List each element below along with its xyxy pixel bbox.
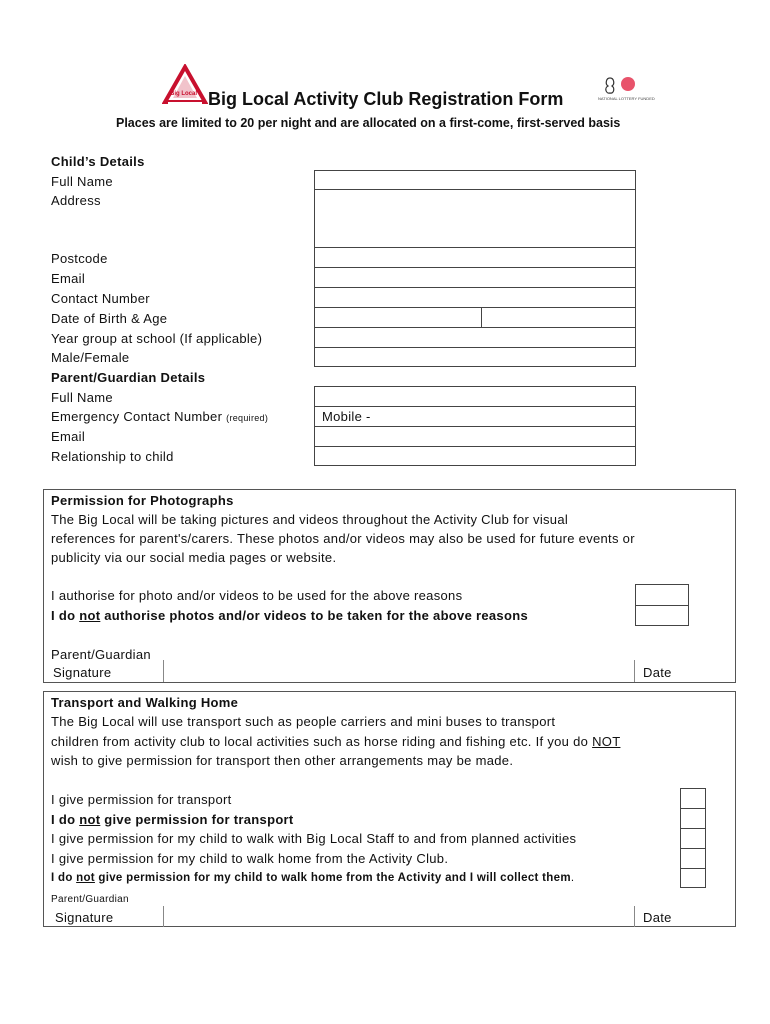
- child-contact-label: Contact Number: [51, 291, 150, 306]
- parent-relationship-label: Relationship to child: [51, 449, 174, 464]
- child-email-label: Email: [51, 271, 86, 286]
- transport-text-line2: [51, 734, 620, 749]
- parent-emergency-label: [51, 409, 268, 424]
- transport-opt5-not: not: [76, 872, 95, 884]
- child-gender-label: Male/Female: [51, 350, 130, 365]
- photo-signature-label: Signature: [53, 665, 112, 680]
- mobile-prefix: Mobile -: [322, 409, 371, 424]
- parent-full-name-label: Full Name: [51, 390, 113, 405]
- lottery-logo-text: NATIONAL LOTTERY FUNDED: [598, 96, 655, 101]
- photo-parent-guardian-label: Parent/Guardian: [51, 647, 151, 662]
- transport-opt5-checkbox[interactable]: [680, 868, 706, 888]
- photo-authorise-label: I authorise for photo and/or videos to be used for the above reasons: [51, 588, 463, 603]
- transport-opt2-b: give permission for transport: [100, 812, 294, 827]
- photo-text-line3: publicity via our social media pages or website.: [51, 550, 337, 565]
- child-postcode-field[interactable]: [314, 247, 636, 268]
- child-gender-field[interactable]: [314, 347, 636, 367]
- parent-relationship-field[interactable]: [314, 446, 636, 466]
- child-dob-label: Date of Birth & Age: [51, 311, 168, 326]
- child-details-heading: Child’s Details: [51, 154, 145, 169]
- transport-opt1-checkbox[interactable]: [680, 788, 706, 809]
- transport-opt2-checkbox[interactable]: [680, 808, 706, 829]
- transport-line2-a: children from activity club to local activities such as horse riding and fishing etc. If you do: [51, 734, 593, 749]
- transport-date-label: Date: [643, 910, 672, 925]
- transport-opt5-label: [51, 872, 574, 884]
- transport-signature-label: Signature: [55, 910, 114, 925]
- photo-signature-field[interactable]: [163, 660, 635, 682]
- transport-parent-guardian-label: Parent/Guardian: [51, 894, 129, 905]
- photo-not-authorise-checkbox[interactable]: [635, 605, 689, 626]
- parent-details-heading: Parent/Guardian Details: [51, 370, 206, 385]
- parent-email-label: Email: [51, 429, 86, 444]
- child-age-field[interactable]: [481, 307, 636, 328]
- transport-opt2-label: [51, 812, 294, 827]
- parent-email-field[interactable]: [314, 426, 636, 447]
- photo-heading: Permission for Photographs: [51, 493, 234, 508]
- parent-full-name-field[interactable]: [314, 386, 636, 407]
- child-address-label: Address: [51, 193, 101, 208]
- transport-opt1-label: I give permission for transport: [51, 792, 232, 807]
- transport-opt5-a: I do: [51, 872, 77, 884]
- child-address-field[interactable]: [314, 189, 636, 248]
- transport-opt5-dot: .: [570, 872, 575, 884]
- photo-not-authorise-label: [51, 608, 528, 623]
- child-dob-field[interactable]: [314, 307, 482, 328]
- transport-opt4-label: I give permission for my child to walk home from the Activity Club.: [51, 851, 449, 866]
- child-postcode-label: Postcode: [51, 251, 108, 266]
- child-full-name-field[interactable]: [314, 170, 636, 190]
- photo-not-b: authorise photos and/or videos to be taken for the above reasons: [100, 608, 528, 623]
- photo-not-a: I do: [51, 608, 80, 623]
- parent-required-note: (required): [226, 413, 269, 423]
- parent-emergency-text: Emergency Contact Number: [51, 409, 223, 424]
- transport-opt2-not: not: [79, 812, 101, 827]
- page-title: Big Local Activity Club Registration Form: [208, 89, 564, 109]
- transport-opt5-b: give permission for my child to walk home from the Activity and I will collect them: [94, 872, 571, 884]
- transport-opt3-label: I give permission for my child to walk with Big Local Staff to and from planned activities: [51, 831, 577, 846]
- child-full-name-label: Full Name: [51, 174, 113, 189]
- transport-line2-not: NOT: [592, 734, 621, 749]
- child-email-field[interactable]: [314, 267, 636, 288]
- big-local-logo: [162, 64, 208, 108]
- transport-opt4-checkbox[interactable]: [680, 848, 706, 869]
- child-year-group-label: Year group at school (If applicable): [51, 331, 263, 346]
- transport-opt2-a: I do: [51, 812, 80, 827]
- transport-heading: Transport and Walking Home: [51, 695, 239, 710]
- big-local-logo-text: Big Local: [170, 91, 198, 97]
- transport-text-line1: The Big Local will use transport such as people carriers and mini buses to transport: [51, 714, 556, 729]
- page-subtitle: Places are limited to 20 per night and are allocated on a first-come, first-served basis: [116, 116, 621, 130]
- photo-date-label: Date: [643, 665, 672, 680]
- lottery-logo: [598, 74, 655, 104]
- child-year-group-field[interactable]: [314, 327, 636, 348]
- transport-text-line3: wish to give permission for transport then other arrangements may be made.: [51, 753, 514, 768]
- photo-text-line2: references for parent's/carers. These photos and/or videos may also be used for future events or: [51, 531, 635, 546]
- photo-not-word: not: [79, 608, 101, 623]
- photo-authorise-checkbox[interactable]: [635, 584, 689, 606]
- transport-signature-field[interactable]: [163, 906, 635, 927]
- photo-text-line1: The Big Local will be taking pictures and videos throughout the Activity Club for visual: [51, 512, 569, 527]
- parent-emergency-field[interactable]: [314, 406, 636, 427]
- child-contact-field[interactable]: [314, 287, 636, 308]
- transport-opt3-checkbox[interactable]: [680, 828, 706, 849]
